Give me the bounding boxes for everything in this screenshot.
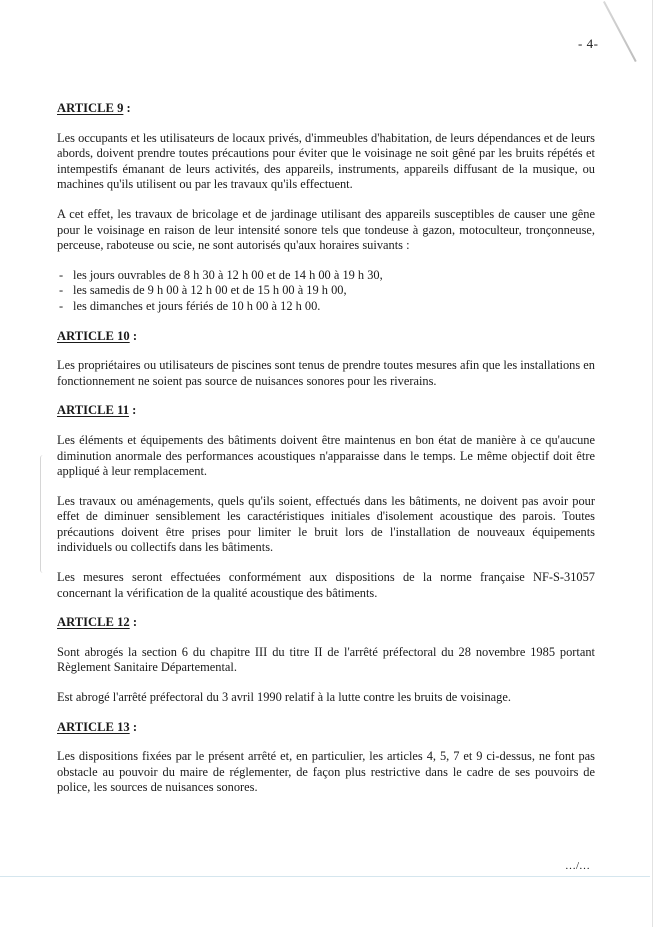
list-item xyxy=(57,268,595,284)
article-title-suffix: : xyxy=(129,403,137,418)
article-10 xyxy=(57,329,595,390)
article-heading xyxy=(57,403,595,419)
scan-artifact-line xyxy=(603,1,637,62)
article-heading xyxy=(57,329,595,345)
article-heading xyxy=(57,101,595,117)
list-item-text: les samedis de 9 h 00 à 12 h 00 et de 15 h 00 à 19 h 00, xyxy=(73,283,347,298)
list-bullet: - xyxy=(59,283,64,298)
list-item xyxy=(57,283,595,299)
article-title: ARTICLE 13 xyxy=(57,719,130,734)
article-title-suffix: : xyxy=(123,101,131,115)
article-paragraph: Les dispositions fixées par le présent arrêté et, en particulier, les articles 4, 5, 7 et 9 ci-dessus, ne font pas obstacle au pouvoir du maire de réglementer, de façon plus restrictive dans le cadre de ses pouvoirs de police, les sources de nuisances sonores. xyxy=(57,749,595,795)
scan-bracket-mark xyxy=(40,455,43,573)
list-item xyxy=(57,299,595,315)
article-paragraph: Sont abrogés la section 6 du chapitre III du titre II de l'arrêté préfectoral du 28 novembre 1985 portant Règlement Sanitaire Départemental. xyxy=(57,644,595,675)
article-title-suffix: : xyxy=(129,328,138,343)
article-paragraph: A cet effet, les travaux de bricolage et de jardinage utilisant des appareils susceptibles de causer une gêne pour le voisinage en raison de leur intensité sonore tels que tondeuse à gazon, motoculteur, tronçonneuse, perceuse, raboteuse ou scie, ne sont autorisés qu'aux horaires suivants : xyxy=(57,206,595,253)
list-item-text: les jours ouvrables de 8 h 30 à 12 h 00 et de 14 h 00 à 19 h 30, xyxy=(73,267,383,282)
article-paragraph: Les éléments et équipements des bâtiments doivent être maintenus en bon état de manière à ce qu'aucune diminution anormale des performances acoustiques n'apparaisse dans le temps. Le même objectif doit être appliqué à leur remplacement. xyxy=(57,432,595,479)
article-12 xyxy=(57,615,595,705)
article-paragraph: Les occupants et les utilisateurs de locaux privés, d'immeubles d'habitation, de leurs dépendances et de leurs abords, doivent prendre toutes précautions pour éviter que le voisinage ne soit gêné par les bruits répétés et intempestifs émanant de leurs activités, des appareils, instruments, appareils diffusant de la musique, ou machines qu'ils utilisent ou par les travaux qu'ils effectuent. xyxy=(57,130,595,192)
article-title-suffix: : xyxy=(129,615,138,630)
article-9 xyxy=(57,101,595,315)
list-bullet: - xyxy=(59,298,64,313)
article-title: ARTICLE 9 xyxy=(57,101,124,115)
document-body xyxy=(57,101,595,810)
article-paragraph: Est abrogé l'arrêté préfectoral du 3 avril 1990 relatif à la lutte contre les bruits de voisinage. xyxy=(57,690,511,705)
article-paragraph: Les mesures seront effectuées conformément aux dispositions de la norme française NF-S-31057 concernant la vérification de la qualité acoustique des bâtiments. xyxy=(57,570,595,600)
article-13 xyxy=(57,720,595,796)
article-title: ARTICLE 12 xyxy=(57,615,130,630)
article-heading xyxy=(57,615,595,631)
list-bullet: - xyxy=(59,267,64,282)
scan-edge xyxy=(652,0,653,927)
article-11 xyxy=(57,403,595,601)
schedule-list xyxy=(57,268,595,315)
article-heading xyxy=(57,720,595,736)
continuation-mark: …/… xyxy=(565,860,591,872)
footer-divider xyxy=(0,876,650,877)
list-item-text: les dimanches et jours fériés de 10 h 00 à 12 h 00. xyxy=(73,298,321,313)
article-title-suffix: : xyxy=(129,719,138,734)
article-paragraph: Les propriétaires ou utilisateurs de piscines sont tenus de prendre toutes mesures afin que les installations en fonctionnement ne soient pas source de nuisances sonores pour les riverains. xyxy=(57,358,595,388)
page-number: - 4- xyxy=(578,36,599,51)
article-paragraph: Les travaux ou aménagements, quels qu'ils soient, effectués dans les bâtiments, ne doivent pas avoir pour effet de diminuer sensiblement les caractéristiques initiales d'isolement acoustique des parois. Toutes précautions doivent être prises pour limiter le bruit lors de l'installation de nouveaux équipements individuels ou collectifs dans les bâtiments. xyxy=(57,493,595,555)
article-title: ARTICLE 10 xyxy=(57,328,130,343)
article-title: ARTICLE 11 xyxy=(57,403,129,418)
